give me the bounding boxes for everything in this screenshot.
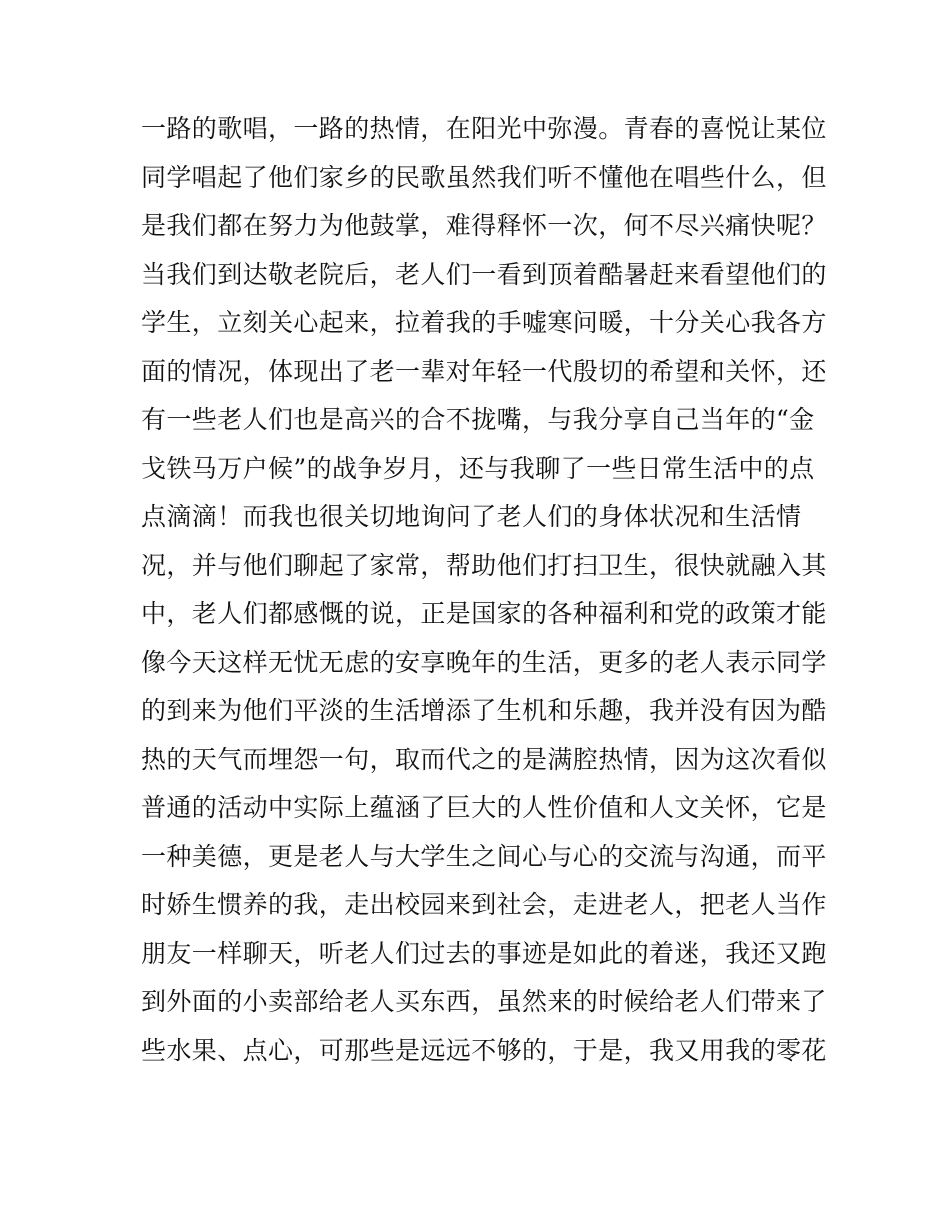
text-line: 朋友一样聊天，听老人们过去的事迹是如此的着迷，我还又跑	[141, 938, 827, 968]
text-line: 像今天这样无忧无虑的安享晚年的生活，更多的老人表示同学	[141, 647, 827, 677]
text-line: 戈铁马万户候”的战争岁月，还与我聊了一些日常生活中的点	[141, 453, 815, 483]
text-line: 有一些老人们也是高兴的合不拢嘴，与我分享自己当年的“金	[141, 405, 815, 434]
text-line: 普通的活动中实际上蕴涵了巨大的人性价值和人文关怀，它是	[141, 793, 827, 822]
text-line: 到外面的小卖部给老人买东西，虽然来的时候给老人们带来了	[141, 987, 827, 1016]
text-line: 当我们到达敬老院后，老人们一看到顶着酷暑赶来看望他们的	[141, 259, 827, 289]
text-line: 一路的歌唱，一路的热情，在阳光中弥漫。青春的喜悦让某位	[141, 114, 827, 143]
body-paragraph	[141, 105, 827, 1075]
text-line: 的到来为他们平淡的生活增添了生机和乐趣，我并没有因为酷	[141, 696, 827, 725]
text-line: 学生，立刻关心起来，拉着我的手嘘寒问暖，十分关心我各方	[141, 308, 827, 337]
text-line: 同学唱起了他们家乡的民歌虽然我们听不懂他在唱些什么，但	[141, 162, 827, 192]
text-line: 况，并与他们聊起了家常，帮助他们打扫卫生，很快就融入其	[141, 550, 827, 580]
text-line: 一种美德，更是老人与大学生之间心与心的交流与沟通，而平	[141, 841, 827, 871]
text-line: 面的情况，体现出了老一辈对年轻一代殷切的希望和关怀，还	[141, 356, 827, 386]
text-line: 热的天气而埋怨一句，取而代之的是满腔热情，因为这次看似	[141, 744, 827, 774]
text-line: 是我们都在努力为他鼓掌，难得释怀一次，何不尽兴痛快呢？	[141, 211, 827, 240]
text-line: 时娇生惯养的我，走出校园来到社会，走进老人，把老人当作	[141, 890, 827, 919]
text-line: 些水果、点心，可那些是远远不够的，于是，我又用我的零花	[141, 1035, 827, 1065]
text-line: 中，老人们都感慨的说，正是国家的各种福利和党的政策才能	[141, 599, 827, 628]
text-line: 点滴滴！而我也很关切地询问了老人们的身体状况和生活情	[141, 502, 802, 531]
